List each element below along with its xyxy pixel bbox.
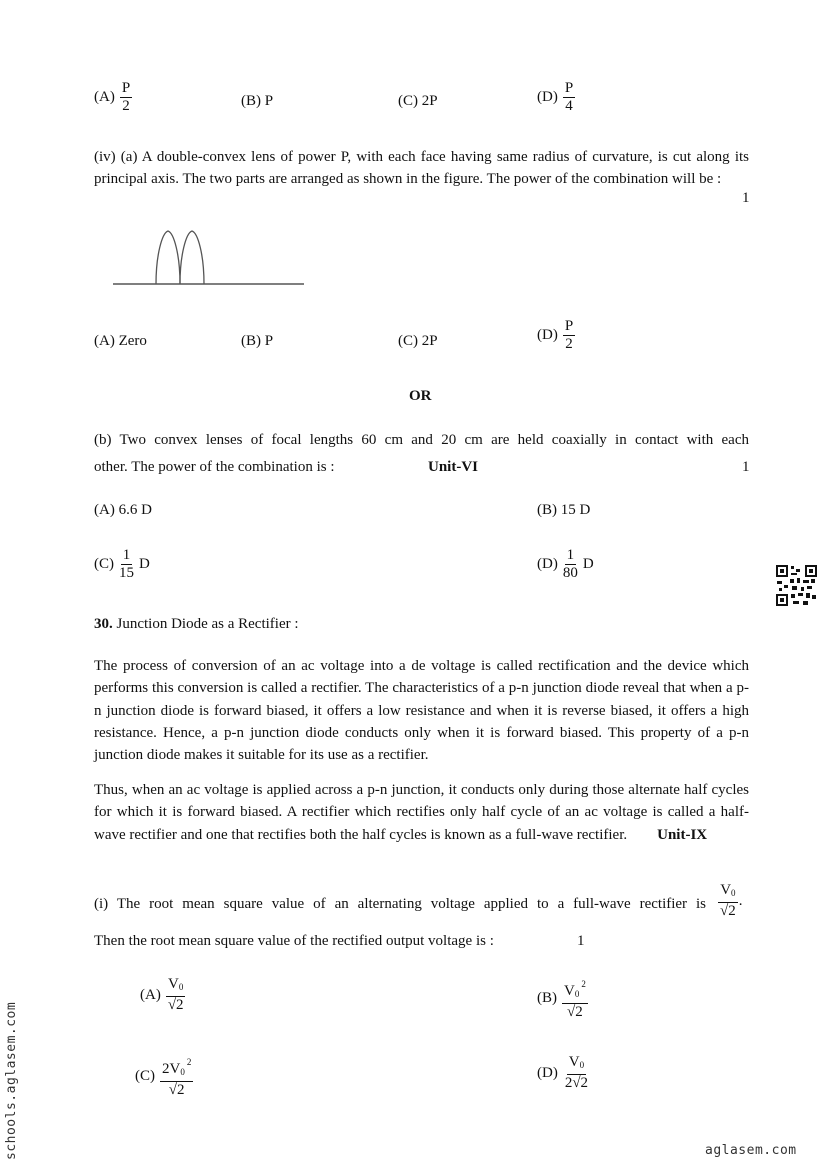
option-label: (D): [537, 556, 558, 572]
subscript: 0: [178, 982, 184, 992]
question-iv-b-line2: other. The power of the combination is :: [94, 459, 335, 475]
option-label: (D): [537, 1064, 558, 1081]
numerator: P: [564, 80, 574, 96]
option-c: (C) 2P: [398, 333, 438, 349]
numerator: [562, 976, 588, 1004]
half-lens-left: [156, 231, 180, 284]
unit-label: Unit-IX: [657, 826, 708, 843]
variable: V: [564, 983, 575, 999]
fraction: [563, 80, 575, 115]
fraction: [562, 976, 588, 1021]
fraction: [561, 547, 580, 582]
question-title: Junction Diode as a Rectifier :: [116, 616, 299, 632]
option-a: (A) 6.6 D: [94, 502, 152, 518]
variable: V: [568, 1054, 580, 1070]
unit-label: Unit-VI: [428, 459, 479, 475]
subscript: 0: [180, 1067, 185, 1077]
denominator: 15: [119, 565, 134, 581]
option-b: (B) P: [241, 333, 274, 349]
option-b: (B) 15 D: [537, 502, 591, 518]
question-number: 30.: [94, 616, 113, 632]
marks: 1: [577, 933, 585, 949]
denominator: 4: [565, 98, 573, 114]
option-a: [140, 976, 186, 1014]
fraction: [166, 976, 186, 1014]
option-c: [135, 1054, 193, 1099]
fraction: [718, 882, 738, 920]
rms-fraction: $\frac{V_0}{√2}$ .: [720, 882, 743, 919]
option-a: [94, 80, 132, 115]
numerator: 1: [566, 547, 575, 563]
option-c: [94, 547, 150, 582]
option-label: (B): [537, 990, 557, 1006]
denominator: √2: [567, 1004, 583, 1020]
numerator: [160, 1054, 193, 1082]
fraction: [120, 80, 132, 115]
subscript: 0: [579, 1060, 585, 1070]
fraction: [563, 1054, 590, 1092]
option-b: [537, 976, 588, 1021]
option-d: [537, 547, 594, 582]
passage-paragraph-1: The process of conversion of an ac voltage into a de voltage is called rectification and the device which performs this conversion is called a rectifier. The characteristics of a p-n junction diode reveal that when a p-n junction diode is forward biased, it offers a low resistance and when it is reverse biased, it offers a high resistance. Hence, a p-n junction diode conducts only when it is forward biased. This property of a p-n junction diode makes it suitable for its use as a rectifier.: [94, 658, 749, 764]
denominator: √2: [720, 903, 736, 919]
marks: 1: [742, 190, 750, 206]
denominator: √2: [167, 997, 184, 1013]
watermark-left: schools.aglasem.com: [4, 1001, 19, 1160]
variable: 2V: [162, 1061, 181, 1077]
numerator: [718, 882, 737, 903]
denominator: 2: [122, 98, 130, 114]
unit: D: [139, 556, 150, 572]
numerator: [166, 976, 185, 997]
option-label: (C): [94, 556, 114, 572]
question-iv-b-line1: (b) Two convex lenses of focal lengths 60 cm and 20 cm are held coaxially in contact with each: [94, 432, 749, 448]
question-30-heading: [94, 616, 299, 633]
option-label: (A): [140, 986, 161, 1003]
numerator: [567, 1054, 586, 1075]
variable: V: [720, 882, 732, 898]
subscript: 0: [731, 888, 736, 898]
fraction: [117, 547, 136, 582]
numerator: P: [121, 80, 131, 96]
option-d: [537, 80, 575, 115]
qr-code: [776, 565, 817, 606]
superscript: 2: [581, 979, 586, 989]
passage-paragraph-2: [94, 779, 749, 846]
denominator: 2√2: [564, 1075, 589, 1091]
option-a: (A) Zero: [94, 333, 147, 349]
unit: D: [582, 556, 594, 572]
denominator: √2: [168, 1082, 185, 1098]
denominator: 2: [565, 336, 573, 352]
fraction: [563, 318, 575, 353]
superscript: 2: [186, 1057, 192, 1067]
question-iv-a: (iv) (a) A double-convex lens of power P, with each face having same radius of curvature, is cut along its principal axis. The two parts are arranged as shown in the figure. The power of the combination will be :: [94, 149, 749, 188]
option-label: (D): [537, 89, 558, 105]
option-c: (C) 2P: [398, 93, 438, 109]
option-d: [537, 1054, 590, 1092]
half-lens-right: [180, 231, 204, 284]
lens-figure: [100, 225, 310, 290]
numerator: 1: [122, 547, 131, 563]
option-b: (B) P: [241, 93, 274, 109]
option-label: (A): [94, 89, 115, 105]
option-label: (D): [537, 327, 558, 343]
option-d: [537, 318, 575, 353]
numerator: P: [564, 318, 574, 334]
subscript: 0: [574, 989, 580, 999]
question-30-i: (i) The root mean square value of an alternating voltage applied to a full-wave rectifier is: [94, 896, 706, 912]
denominator: 80: [562, 565, 578, 581]
or-label: OR: [409, 388, 432, 404]
option-label: (C): [135, 1068, 155, 1084]
variable: V: [168, 976, 179, 992]
paragraph-text: Thus, when an ac voltage is applied across a p-n junction, it conducts only during those alternate half cycles for which it is forward biased. A rectifier which rectifies only half cycle of an ac voltage is called a half-wave rectifier and one that rectifies both the half cycles is known as a full-wave rectifier.: [94, 782, 749, 843]
fraction: [160, 1054, 193, 1099]
watermark-right: aglasem.com: [705, 1143, 797, 1158]
marks: 1: [742, 459, 750, 475]
question-30-i-line2: Then the root mean square value of the rectified output voltage is :: [94, 933, 494, 949]
